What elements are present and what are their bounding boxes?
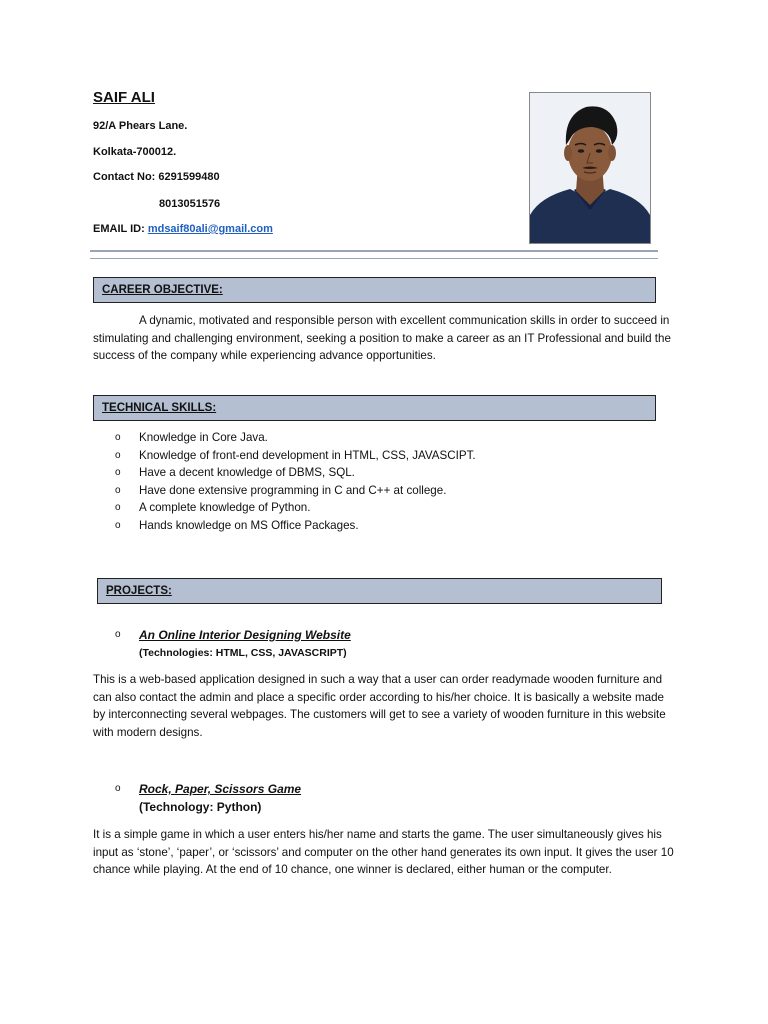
career-objective-heading-bar	[93, 277, 656, 303]
header-divider-bottom	[90, 258, 658, 259]
candidate-name: SAIF ALI	[93, 89, 155, 106]
project-1-description: This is a web-based application designed in such a way that a user can order readymade wooden furniture and can also contact the admin and place a specific order according to his/her choice. It is basically a website made by interconnecting several webpages. The customers will get to see a variety of wooden furniture in this website with modern designs.	[93, 673, 666, 739]
bullet-marker: o	[115, 629, 121, 640]
project-2-title: Rock, Paper, Scissors Game	[139, 782, 302, 796]
skill-text: Have done extensive programming in C and C++ at college.	[139, 483, 447, 497]
career-objective-heading: CAREER OBJECTIVE:	[102, 284, 223, 296]
bullet-marker: o	[115, 484, 121, 496]
address-line-1: 92/A Phears Lane.	[93, 120, 188, 132]
contact-primary: 6291599480	[158, 171, 220, 183]
project-1-technologies: (Technologies: HTML, CSS, JAVASCRIPT)	[139, 647, 347, 659]
list-item	[115, 482, 476, 500]
list-item	[115, 429, 476, 447]
project-2-technologies: (Technology: Python)	[139, 800, 262, 814]
bullet-marker: o	[115, 783, 121, 794]
email-line	[93, 223, 273, 235]
skill-text: A complete knowledge of Python.	[139, 501, 311, 515]
skill-text: Knowledge of front-end development in HTML, CSS, JAVASCIPT.	[139, 448, 476, 462]
portrait-image	[530, 93, 650, 243]
skill-text: Knowledge in Core Java.	[139, 431, 268, 444]
technical-skills-heading: TECHNICAL SKILLS:	[102, 402, 217, 414]
projects-heading: PROJECTS:	[106, 585, 172, 597]
skill-text: Have a decent knowledge of DBMS, SQL.	[139, 466, 355, 480]
contact-secondary: 8013051576	[159, 198, 221, 210]
list-item	[115, 499, 476, 517]
skill-text: Hands knowledge on MS Office Packages.	[139, 518, 359, 532]
projects-heading-bar	[97, 578, 662, 604]
bullet-marker: o	[115, 519, 121, 531]
profile-photo	[529, 92, 651, 244]
list-item	[115, 517, 476, 535]
email-link[interactable]: mdsaif80ali@gmail.com	[147, 223, 273, 235]
bullet-marker: o	[115, 467, 121, 479]
email-label: EMAIL ID:	[93, 223, 145, 235]
bullet-marker: o	[115, 449, 121, 461]
address-line-2: Kolkata-700012.	[93, 146, 177, 158]
list-item	[115, 447, 476, 465]
career-objective-text: A dynamic, motivated and responsible person with excellent communication skills in order to succeed in stimulating and challenging environment, seeking a position to make a career as an IT Professional and build the success of the company while experiencing advance opportunities.	[93, 314, 671, 362]
project-1-title: An Online Interior Designing Website	[139, 628, 351, 642]
technical-skills-heading-bar	[93, 395, 656, 421]
list-item	[115, 464, 476, 482]
skills-list	[115, 429, 476, 535]
bullet-marker: o	[115, 502, 121, 514]
contact-label: Contact No:	[93, 171, 156, 183]
header-divider-top	[90, 250, 658, 252]
bullet-marker: o	[115, 432, 121, 443]
contact-number	[93, 171, 220, 183]
project-2-description: It is a simple game in which a user enters his/her name and starts the game. The user simultaneously gives his input as ‘stone’, ‘paper’, or ‘scissors’ and computer on the other hand generates its own input. It gives the user 10 chance while playing. At the end of 10 chance, one winner is declared, either human or the computer.	[93, 828, 674, 876]
